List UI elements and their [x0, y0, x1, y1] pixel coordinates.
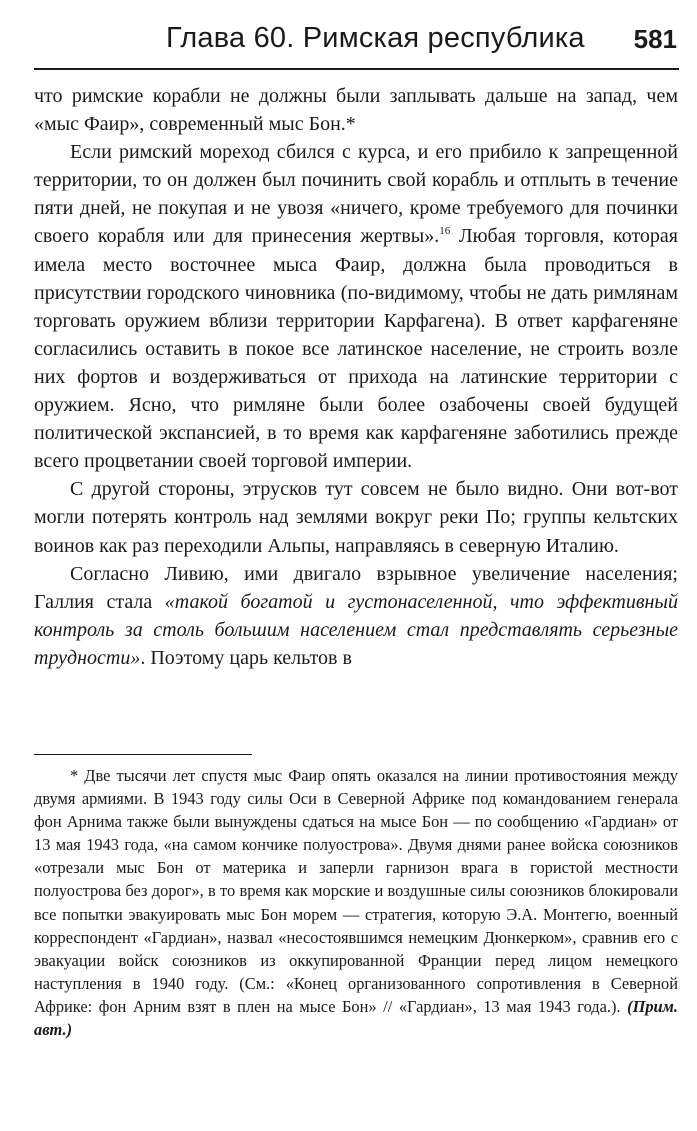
paragraph-2-text-b: Любая торговля, которая имела место восточнее мыса Фаир, должна была проводиться в присутствии городского чиновника (по-видимому, чтобы не дать римлянам торговать оружием вблизи территории Карфагена). В ответ карфагеняне согласились оставить в покое все латинское население, не строить возле них фортов и воздерживаться от прихода на латинские территории с оружием. Ясно, что римляне были более озабочены своей будущей политической экспансией, в то время как карфагеняне заботились прежде всего процветании своей торговой империи. [34, 225, 678, 473]
paragraph-4-text-a: Согласно Ливию, ими двигало взрывное увеличение населения; Галлия стала [34, 562, 678, 613]
running-header [34, 18, 679, 70]
paragraph-1 [34, 82, 678, 138]
author-note: (Прим. авт.) [34, 996, 678, 1040]
paragraph-1-text: что римские корабли не должны были заплывать дальше на запад, чем «мыс Фаир», современный мыс Бон.* [34, 85, 678, 136]
livy-quote: «такой богатой и густонаселенной, что эффективный контроль за столь большим населением стал представлять серьезные трудности» [34, 590, 678, 669]
paragraph-4 [34, 560, 678, 672]
paragraph-2 [34, 138, 678, 475]
chapter-title: Глава 60. Римская республика [166, 22, 585, 54]
page-number: 581 [633, 24, 677, 54]
footnote-separator [34, 754, 252, 755]
paragraph-3-text: С другой стороны, этрусков тут совсем не было видно. Они вот-вот могли потерять контроль над землями вокруг реки По; группы кельтских воинов как раз переходили Альпы, направляясь в северную Италию. [34, 478, 678, 557]
footnote-text: * Две тысячи лет спустя мыс Фаир опять оказался на линии противостояния между двумя армиями. В 1943 году силы Оси в Северной Африке под командованием генерала фон Арнима также были вынуждены сдаться на мысе Бон — по сообщению «Гардиан» от 13 мая 1943 года, «на самом кончике полуострова». Двумя днями ранее войска союзников «отрезали мыс Бон от материка и заперли гарнизон врага в гористой местности полуострова без дорог», в то время как морские и воздушные силы союзников блокировали все попытки эвакуировать мыс Бон морем — стратегия, которую Э.А. Монтегю, военный корреспондент «Гардиан», назвал «несостоявшимся немецким Дюнкерком», сравнив его с эвакуации войск союзников из оккупированной Франции перед лицом немецкого наступления в 1940 году. (См.: «Конец организованного сопротивления в Северной Африке: фон Арним взят в плен на мысе Бон» // «Гардиан», 13 мая 1943 года.). [34, 766, 678, 1016]
main-text [34, 82, 678, 672]
endnote-reference: 16 [439, 225, 451, 238]
paragraph-2-text-a: Если римский мореход сбился с курса, и его прибило к запрещенной территории, то он должен был починить свой корабль и отплыть в течение пяти дней, не покупая и не увозя «ничего, кроме требуемого для починки своего корабля или для принесения жертвы». [34, 141, 678, 248]
footnote [34, 764, 678, 1041]
footnote-paragraph [34, 764, 678, 1041]
paragraph-3 [34, 475, 678, 559]
paragraph-4-text-b: . Поэтому царь кельтов в [140, 646, 352, 669]
